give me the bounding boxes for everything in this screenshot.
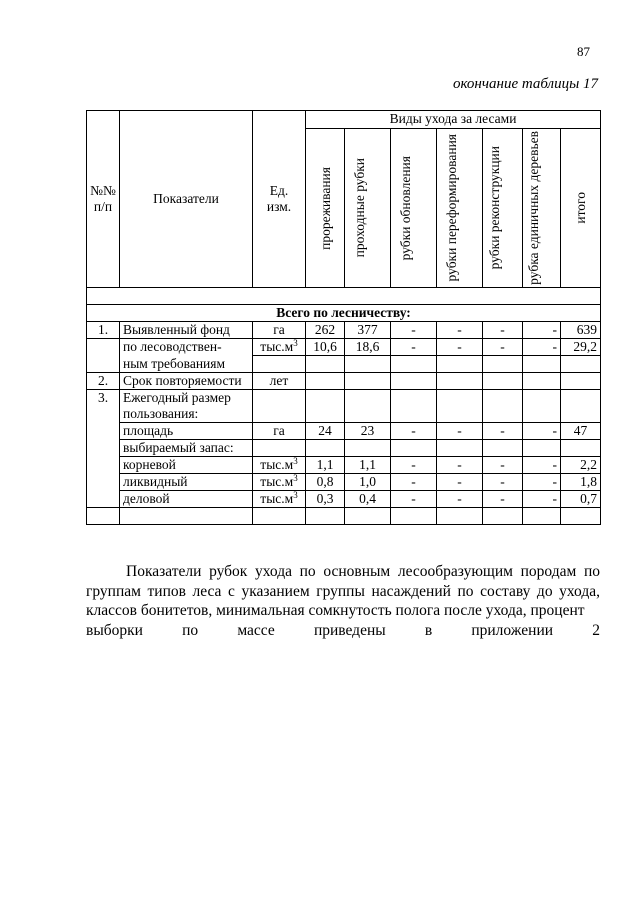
cell: - (523, 322, 561, 339)
section-row (87, 305, 601, 322)
page-number: 87 (577, 44, 590, 59)
cell: - (437, 490, 483, 507)
word: в (424, 621, 433, 639)
row-unit: лет (253, 372, 306, 389)
table-row (87, 339, 601, 356)
table-row (87, 439, 601, 456)
cell: 0,7 (561, 490, 601, 507)
cell: 1,8 (561, 473, 601, 490)
row-label: выбираемый запас: (120, 439, 253, 456)
header-indicators: Показатели (120, 111, 253, 288)
paragraph-last-line (86, 621, 600, 641)
header-row-group (87, 111, 601, 129)
header-col-passing: проходные рубки (345, 129, 391, 288)
cell: 639 (561, 322, 601, 339)
word: массе (237, 621, 275, 639)
table-row (87, 356, 601, 373)
header-care-types: Виды ухода за лесами (306, 111, 601, 129)
cell: - (523, 456, 561, 473)
cell: - (483, 456, 523, 473)
cell: 10,6 (306, 339, 345, 356)
cell: - (483, 322, 523, 339)
header-col-thinning: прореживания (306, 129, 345, 288)
cell: 1,0 (345, 473, 391, 490)
blank-row (87, 288, 601, 305)
cell: 377 (345, 322, 391, 339)
row-unit: $тыс.м^3$ (253, 473, 306, 490)
cell: 0,3 (306, 490, 345, 507)
cell: - (391, 422, 437, 439)
cell: - (483, 339, 523, 356)
cell: - (437, 473, 483, 490)
word: приложении (471, 621, 554, 639)
cell: 0,8 (306, 473, 345, 490)
section-title: Всего по лесничеству: (87, 305, 601, 322)
table-row (87, 490, 601, 507)
row-label: площадь (120, 422, 253, 439)
header-unit: Ед. изм. (253, 111, 306, 288)
cell: 262 (306, 322, 345, 339)
cell: - (483, 490, 523, 507)
forest-care-table (86, 110, 601, 525)
header-num: №№ п/п (87, 111, 120, 288)
cell: - (391, 473, 437, 490)
cell: - (437, 339, 483, 356)
row-label: ным требованиям (120, 356, 253, 373)
table-row (87, 422, 601, 439)
cell: - (391, 490, 437, 507)
table-caption: окончание таблицы 17 (452, 76, 598, 92)
cell: - (523, 473, 561, 490)
cell: - (391, 322, 437, 339)
row-num: 3. (87, 389, 120, 422)
cell: - (483, 422, 523, 439)
cell: 1,1 (306, 456, 345, 473)
row-unit: $тыс.м^3$ (253, 339, 306, 356)
row-label: ликвидный (120, 473, 253, 490)
table-row (87, 473, 601, 490)
row-label: корневой (120, 456, 253, 473)
body-paragraph (86, 562, 600, 640)
cell: - (483, 473, 523, 490)
word: 2 (592, 621, 600, 639)
table-row (87, 389, 601, 422)
row-label: Срок повторяемости (120, 372, 253, 389)
cell: 1,1 (345, 456, 391, 473)
row-num: 1. (87, 322, 120, 339)
header-col-reformation: рубки переформирования (437, 129, 483, 288)
row-label: Ежегодный размер пользования: (120, 389, 253, 422)
row-unit: $тыс.м^3$ (253, 490, 306, 507)
row-label: Выявленный фонд (120, 322, 253, 339)
cell: - (523, 490, 561, 507)
row-unit: га (253, 422, 306, 439)
table-row (87, 456, 601, 473)
cell: - (437, 422, 483, 439)
cell: 29,2 (561, 339, 601, 356)
blank-row (87, 507, 601, 524)
cell: 18,6 (345, 339, 391, 356)
row-unit: га (253, 322, 306, 339)
cell: - (391, 339, 437, 356)
paragraph-text: Показатели рубок ухода по основным лесообразующим породам по группам типов леса с указанием группы насаждений по составу до ухода, классов бонитетов, минимальная сомкнутость полога после ухода, процент (86, 563, 600, 619)
row-unit: $тыс.м^3$ (253, 456, 306, 473)
cell: - (437, 322, 483, 339)
cell: 23 (345, 422, 391, 439)
header-col-reconstruction: рубки реконструкции (483, 129, 523, 288)
row-label: по лесоводствен- (120, 339, 253, 356)
cell: - (523, 422, 561, 439)
word: выборки (86, 621, 143, 639)
cell: - (391, 456, 437, 473)
cell: - (523, 339, 561, 356)
cell: 0,4 (345, 490, 391, 507)
table-row (87, 322, 601, 339)
cell: 24 (306, 422, 345, 439)
cell: 47 (561, 422, 601, 439)
table-row (87, 372, 601, 389)
cell: - (437, 456, 483, 473)
row-num: 2. (87, 372, 120, 389)
header-col-total: итого (561, 129, 601, 288)
header-col-renewal: рубки обновления (391, 129, 437, 288)
header-col-single-trees: рубка единичных деревьев (523, 129, 561, 288)
word: приведены (313, 621, 386, 639)
row-label: деловой (120, 490, 253, 507)
cell: 2,2 (561, 456, 601, 473)
word: по (182, 621, 199, 639)
